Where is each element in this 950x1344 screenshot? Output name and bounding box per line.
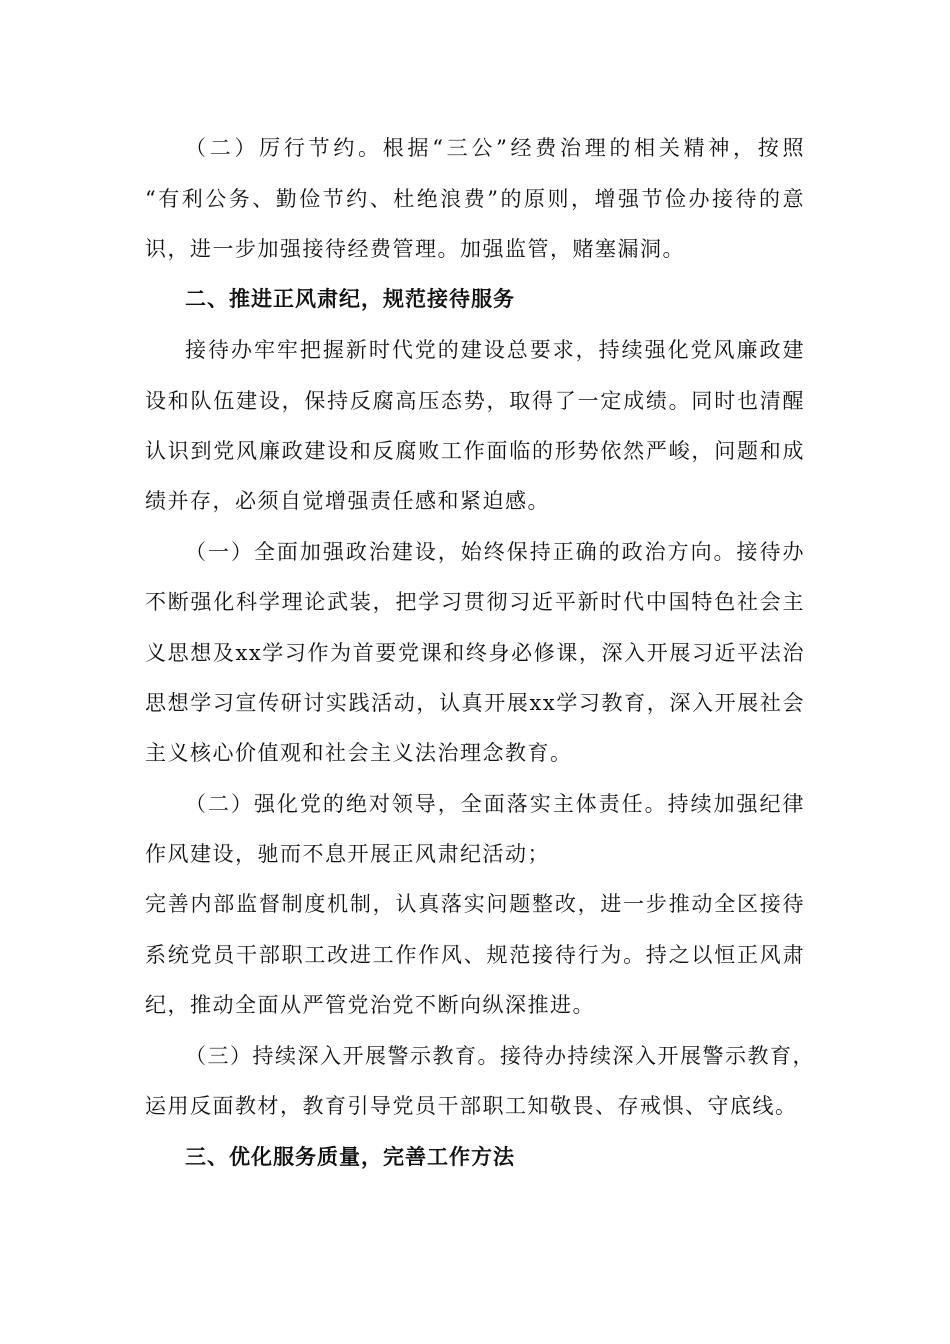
paragraph-line: 绩并存，必须自觉增强责任感和紧迫感。: [145, 489, 550, 513]
paragraph-line: （二）厉行节约。根据“三公”经费治理的相关精神，按照: [185, 136, 805, 160]
paragraph-line: 认识到党风廉政建设和反腐败工作面临的形势依然严峻，问题和成: [145, 439, 805, 463]
section-heading: 三、优化服务质量，完善工作方法: [185, 1145, 515, 1169]
paragraph-line: 思想学习宣传研讨实践活动，认真开展xx学习教育，深入开展社会: [145, 691, 805, 715]
paragraph-line: （一）全面加强政治建设，始终保持正确的政治方向。接待办: [185, 540, 805, 564]
paragraph-line: 系统党员干部职工改进工作作风、规范接待行为。持之以恒正风肃: [145, 943, 805, 967]
paragraph-line: 义思想及xx学习作为首要党课和终身必修课，深入开展习近平法治: [145, 641, 805, 665]
paragraph-line: 主义核心价值观和社会主义法治理念教育。: [145, 741, 573, 765]
paragraph-line: 纪，推动全面从严管党治党不断向纵深推进。: [145, 993, 595, 1017]
paragraph-line: 设和队伍建设，保持反腐高压态势，取得了一定成绩。同时也清醒: [145, 389, 805, 413]
paragraph-line: 完善内部监督制度机制，认真落实问题整改，进一步推动全区接待: [145, 892, 805, 916]
paragraph-line: 运用反面教材，教育引导党员干部职工知敬畏、存戒惧、守底线。: [145, 1094, 798, 1118]
paragraph-line: 不断强化科学理论武装，把学习贯彻习近平新时代中国特色社会主: [145, 590, 805, 614]
paragraph-line: 识，进一步加强接待经费管理。加强监管，赌塞漏洞。: [145, 237, 685, 261]
paragraph-line: “有利公务、勤俭节约、杜绝浪费”的原则，增强节俭办接待的意: [145, 187, 805, 211]
section-heading: 二、推进正风肃纪，规范接待服务: [185, 287, 515, 311]
paragraph-line: （三）持续深入开展警示教育。接待办持续深入开展警示教育，: [185, 1044, 815, 1068]
paragraph-line: 接待办牢牢把握新时代党的建设总要求，持续强化党风廉政建: [185, 338, 805, 362]
paragraph-line: 作风建设，驰而不息开展正风肃纪活动；: [145, 842, 550, 866]
paragraph-line: （二）强化党的绝对领导，全面落实主体责任。持续加强纪律: [185, 792, 805, 816]
